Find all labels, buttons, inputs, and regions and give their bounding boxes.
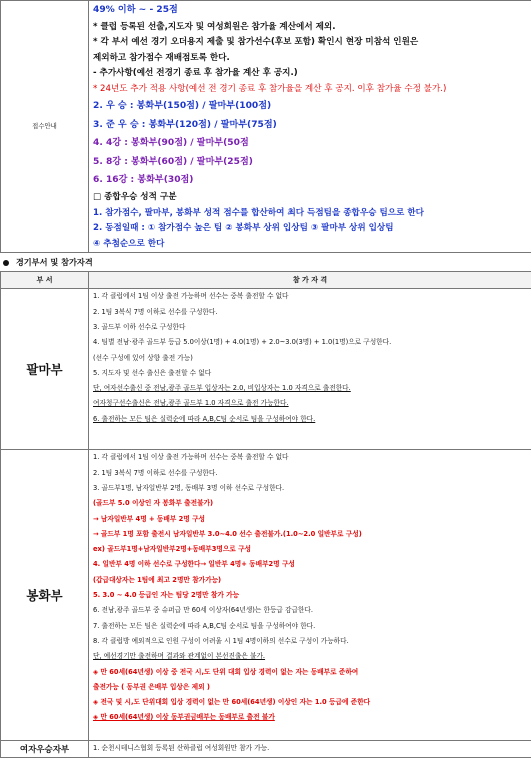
bonghwa-rule-line: 5. 3.0 ~ 4.0 등급인 자는 팀당 2명만 참가 가능 [89, 588, 531, 603]
palma-rule-line: 5. 지도자 및 선수 출신은 출전할 수 없다 [89, 366, 531, 381]
women-row [1, 741, 531, 758]
notice-line: 2. 우 승 : 봉화부(150점) / 팔마부(100점) [93, 97, 531, 116]
palma-rule-line: 6. 출전하는 모든 팀은 실력순에 따라 A,B,C팀 순서로 팀을 구성하여야 한다. [89, 412, 531, 427]
bonghwa-rule-line: 2. 1팀 3복식 7명 이하로 선수를 구성한다. [89, 466, 531, 481]
bonghwa-rule-line: (골드부 5.0 이상인 자 봉화부 출전불가) [89, 496, 531, 511]
notice-row [1, 1, 531, 253]
palma-rule-line: 1. 각 클럽에서 1팀 이상 출전 가능하며 선수는 중복 출전할 수 없다 [89, 289, 531, 304]
bonghwa-rule-line: 단, 예선경기만 출전하며 결과와 관계없이 본선진출은 불가. [89, 649, 531, 664]
notice-line: ④ 추첨순으로 한다 [93, 237, 531, 253]
bonghwa-rule-line: → 골드부 1명 포함 출전시 남자일반부 3.0~4.0 선수 출전불가.(1.0~2.0 일반부로 구성) [89, 527, 531, 542]
notice-line: 제외하고 참가점수 재배점토록 한다. [93, 51, 531, 67]
bonghwa-rules [89, 450, 531, 741]
bullet-icon [3, 260, 9, 266]
notice-line: 6. 16강 : 봉화부(30점) [93, 171, 531, 190]
qualification-table [0, 271, 531, 758]
women-rule-line: 1. 순천시테니스협회 등록된 산하클럽 여성회원만 참가 가능. [89, 741, 531, 756]
bonghwa-rule-line: 6. 전남,광주 골드부 중 슈퍼급 만 60세 이상자(64년생)는 한등급 감급한다. [89, 603, 531, 618]
bonghwa-rule-line: 1. 각 클럽에서 1팀 이상 출전 가능하며 선수는 중복 출전할 수 없다 [89, 450, 531, 465]
bonghwa-rule-line: 4. 일반부 4명 이하 선수로 구성한다→ 일반부 4명+ 동배부2명 구성 [89, 557, 531, 572]
notice-lines [93, 1, 531, 252]
col-header-qualification: 참 가 자 격 [89, 272, 531, 289]
notice-line: 49% 이하 ~ - 25점 [93, 1, 531, 20]
notice-line: - 추가사항(예선 전경기 종료 후 참가율 계산 후 공지.) [93, 66, 531, 82]
bonghwa-rule-line: ◈ 전국 및 시,도 단위대회 입상 경력이 없는 만 60세(64년생) 이상인 자는 1.0 등급에 준한다 [89, 695, 531, 710]
bonghwa-rule-line: → 남자일반부 4명 + 동배부 2명 구성 [89, 512, 531, 527]
palma-rule-line: 2. 1팀 3복식 7명 이하로 선수를 구성한다. [89, 305, 531, 320]
table-header [1, 272, 531, 289]
women-label: 여자우승자부 [1, 741, 89, 758]
palma-rule-line: (선수 구성에 있어 상향 출전 가능) [89, 351, 531, 366]
bonghwa-label: 봉화부 [1, 450, 89, 741]
bonghwa-rule-line: (갑급대상자는 1팀에 최고 2명만 참가가능) [89, 573, 531, 588]
bonghwa-rule-line: 7. 출전하는 모든 팀은 실력순에 따라 A,B,C팀 순서로 팀을 구성하여야 한다. [89, 619, 531, 634]
notice-line: 4. 4강 : 봉화부(90점) / 팔마부(50점 [93, 134, 531, 153]
bonghwa-rule-line: ex) 골드부1명+남자일반부2명+동배부3명으로 구성 [89, 542, 531, 557]
bonghwa-rule-line: 출전가능 ( 동부권 은배부 입상은 제외 ) [89, 680, 531, 695]
bonghwa-rule-line: ◈ 만 60세(64년생) 이상 중 전국 시,도 단위 대회 입상 경력이 없는 자는 동배부로 준하여 [89, 665, 531, 680]
palma-label: 팔마부 [1, 289, 89, 450]
bonghwa-rule-line: 3. 골드부1명, 남자일반부 2명, 동배부 3명 이하 선수로 구성한다. [89, 481, 531, 496]
palma-rule-line: 여자청구선수출신은 전남,광주 골드부 1.0 자격으로 출전 가능한다. [89, 396, 531, 411]
col-header-division: 부 서 [1, 272, 89, 289]
palma-rule-line: 4. 팀별 전남·광주 골드부 등급 5.0이상(1명) + 4.0(1명) + 2.0~3.0(3명) + 1.0(1명)으로 구성한다. [89, 335, 531, 350]
notice-line: 2. 동점일때 : ① 참가점수 높은 팀 ② 봉화부 상위 입상팀 ③ 팔마부 상위 입상팀 [93, 221, 531, 237]
notice-body [89, 1, 531, 253]
notice-line: 1. 참가점수, 팔마부, 봉화부 성적 점수를 합산하여 최다 득점팀을 종합우승 팀으로 한다 [93, 206, 531, 222]
notice-line: * 클럽 등록된 선출,지도자 및 여성회원은 참가율 계산에서 제외. [93, 20, 531, 36]
notice-line: 3. 준 우 승 : 봉화부(120점) / 팔마부(75점) [93, 116, 531, 135]
women-rules [89, 741, 531, 758]
palma-row [1, 289, 531, 450]
section-title: 경기부서 및 참가자격 [16, 257, 93, 267]
notice-label: 접수안내 [1, 1, 89, 253]
bonghwa-rule-line: 8. 각 클럽방 예외적으로 인원 구성이 어려울 시 1팀 4명이하의 선수로 구성이 가능하다. [89, 634, 531, 649]
palma-rules [89, 289, 531, 450]
notice-line: * 24년도 추가 적용 사항(예선 전 경기 종료 후 참가율을 계산 후 공지. 이후 참가율 수정 불가.) [93, 82, 531, 98]
notice-line: □ 종합우승 성적 구분 [93, 190, 531, 206]
bonghwa-rule-line: ◈ 만 60세(64년생) 이상 동부권금배부는 동배부로 출전 불가 [89, 710, 531, 725]
notice-line: * 각 부서 예선 경기 오더용지 제출 및 참가선수(후보 포함) 확인시 현장 미참석 인원은 [93, 35, 531, 51]
palma-rule-line: 3. 골드부 이하 선수로 구성한다 [89, 320, 531, 335]
bonghwa-row [1, 450, 531, 741]
notice-line: 5. 8강 : 봉화부(60점) / 팔마부(25점) [93, 153, 531, 172]
palma-rule-line: 단, 여자선수출신 중 전남,광주 골드부 입상자는 2.0, 비입상자는 1.0 자격으로 출전한다. [89, 381, 531, 396]
info-table [0, 0, 531, 253]
section-title-row [0, 253, 531, 271]
